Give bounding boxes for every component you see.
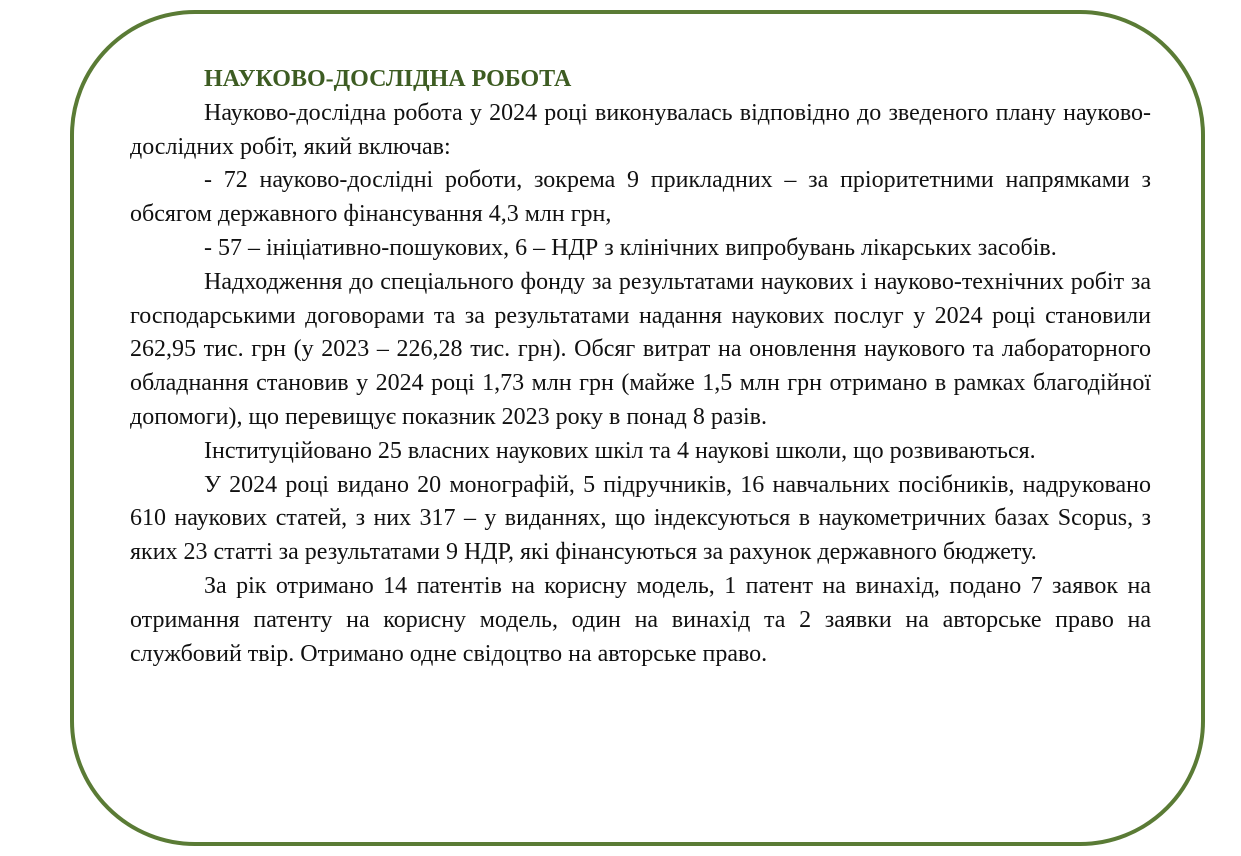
document-body [130, 63, 1151, 671]
paragraph-publications: У 2024 році видано 20 монографій, 5 підручників, 16 навчальних посібників, надруковано 610 наукових статей, з них 317 – у виданнях, що індексуються в наукометричних базах Scopus, з яких 23 статті за результатами 9 НДР, які фінансуються за рахунок державного бюджету. [130, 471, 1151, 566]
paragraph-intro: Науково-дослідна робота у 2024 році виконувалась відповідно до зведеного плану науково-дослідних робіт, який включав: [130, 99, 1151, 160]
paragraph-list-item-1: - 72 науково-дослідні роботи, зокрема 9 прикладних – за пріоритетними напрямками з обсягом державного фінансування 4,3 млн грн, [130, 167, 1151, 228]
section-heading: НАУКОВО-ДОСЛІДНА РОБОТА [204, 66, 572, 92]
paragraph-patents: За рік отримано 14 патентів на корисну модель, 1 патент на винахід, подано 7 заявок на отримання патенту на корисну модель, один на винахід та 2 заявки на авторське право на службовий твір. Отримано одне свідоцтво на авторське право. [130, 572, 1151, 667]
paragraph-schools: Інституційовано 25 власних наукових шкіл та 4 наукові школи, що розвиваються. [204, 437, 1036, 464]
paragraph-funding: Надходження до спеціального фонду за результатами наукових і науково-технічних робіт за господарськими договорами та за результатами надання наукових послуг у 2024 році становили 262,95 тис. грн (у 2023 – 226,28 тис. грн). Обсяг витрат на оновлення наукового та лабораторного обладнання становив у 2024 році 1,73 млн грн (майже 1,5 млн грн отримано в рамках благодійної допомоги), що перевищує показник 2023 року в понад 8 разів. [130, 268, 1151, 430]
paragraph-list-item-2: - 57 – ініціативно-пошукових, 6 – НДР з клінічних випробувань лікарських засобів. [204, 234, 1057, 261]
